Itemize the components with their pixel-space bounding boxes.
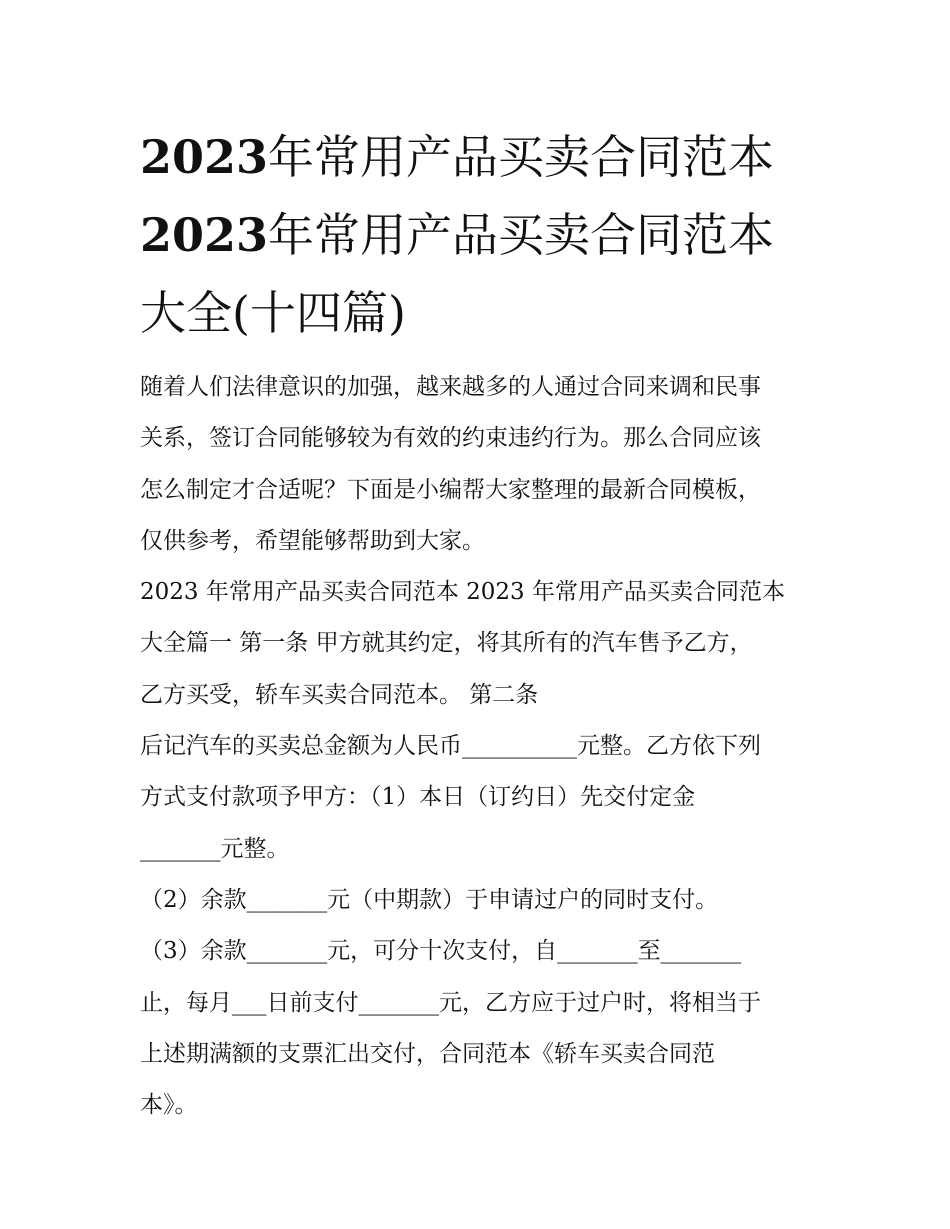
contract-body [140, 567, 815, 1131]
body-line: 乙方买受，轿车买卖合同范本。 第二条 [140, 681, 539, 708]
intro-line: 怎么制定才合适呢？下面是小编帮大家整理的最新合同模板， [140, 476, 761, 503]
document-page [140, 118, 815, 1131]
title-text: 大全(十四篇) [140, 286, 406, 340]
intro-paragraph [140, 362, 815, 567]
title-text: 年常用产品买卖合同范本 [268, 130, 775, 184]
document-title [140, 118, 815, 352]
title-line-3 [140, 274, 815, 352]
intro-line: 随着人们法律意识的加强，越来越多的人通过合同来调和民事 [140, 374, 761, 400]
body-line: （2）余款_______元（中期款）于申请过户的同时支付。 [140, 886, 719, 913]
title-year: 2023 [140, 208, 269, 262]
body-line: 本》。 [140, 1092, 198, 1119]
body-line: 大全篇一 第一条 甲方就其约定，将其所有的汽车售予乙方， [140, 630, 753, 657]
body-line: _______元整。 [140, 835, 290, 862]
intro-line: 关系，签订合同能够较为有效的约束违约行为。那么合同应该 [140, 425, 761, 452]
body-line: 上述期满额的支票汇出交付，合同范本《轿车买卖合同范 [140, 1040, 715, 1067]
title-line-1 [140, 118, 815, 196]
body-line: （3）余款_______元，可分十次支付，自_______至_______ [140, 938, 742, 965]
title-text: 年常用产品买卖合同范本 [268, 208, 775, 262]
title-year: 2023 [140, 130, 269, 184]
body-line: 止，每月___日前支付_______元，乙方应于过户时，将相当于 [140, 989, 761, 1016]
body-line: 方式支付款项予甲方：（1）本日（订约日）先交付定金 [140, 784, 696, 811]
intro-line: 仅供参考，希望能够帮助到大家。 [140, 527, 485, 554]
body-line: 后记汽车的买卖总金额为人民币__________元整。乙方依下列 [140, 733, 761, 760]
title-line-2 [140, 196, 815, 274]
body-line: 2023 年常用产品买卖合同范本 2023 年常用产品买卖合同范本 [140, 579, 785, 606]
